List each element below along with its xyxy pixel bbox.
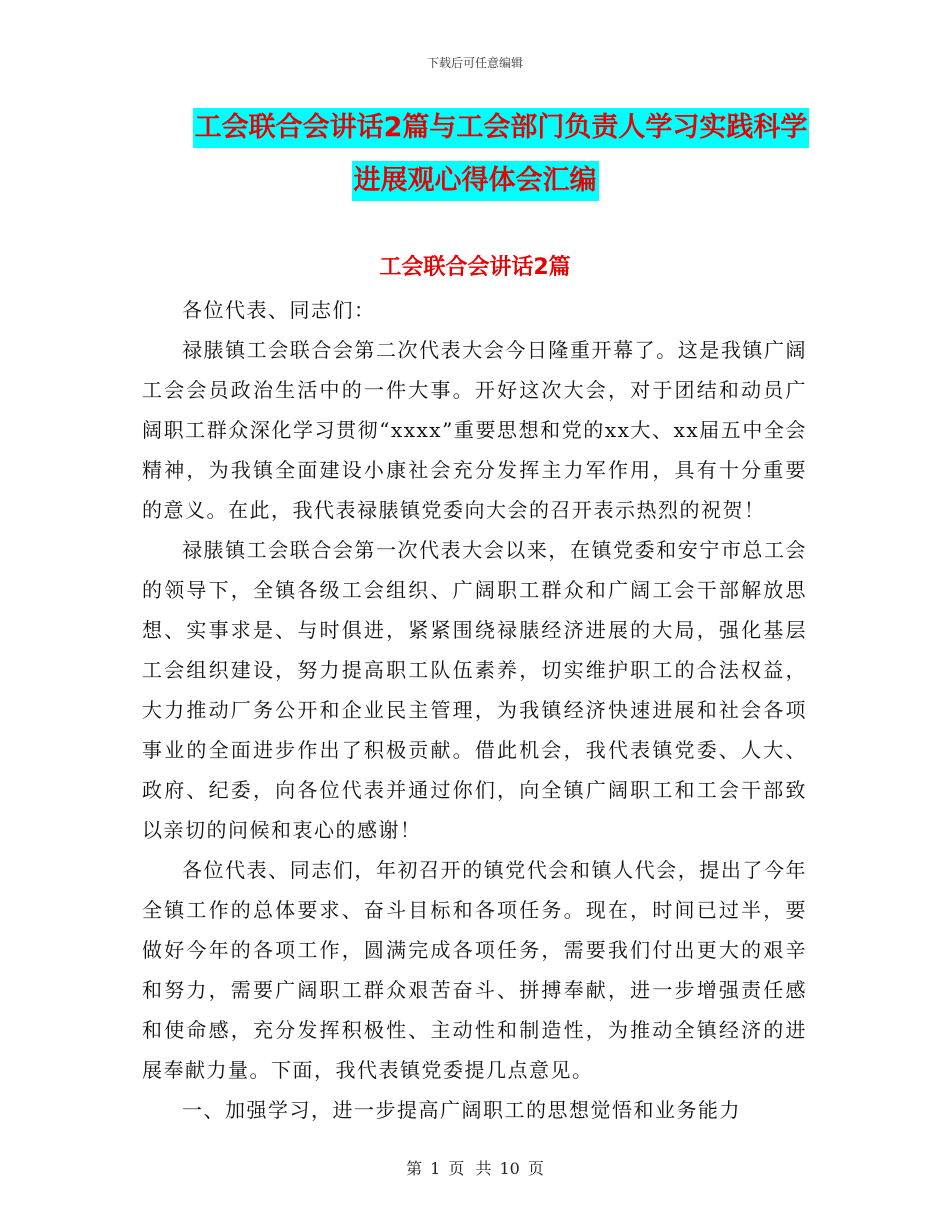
footer-suffix: 页 <box>527 1159 544 1178</box>
document-title-line-1: 工会联合会讲话2篇与工会部门负责人学习实践科学 <box>193 108 810 148</box>
paragraph: 禄脿镇工会联合会第一次代表大会以来，在镇党委和安宁市总工会的领导下，全镇各级工会组织、广阔职工群众和广阔工会干部解放思想、实事求是、与时俱进，紧紧围绕禄脿经济进展的大局，强化基层工会组织建设，努力提高职工队伍素养，切实维护职工的合法权益，大力推动厂务公开和企业民主管理，为我镇经济快速进展和社会各项事业的全面进步作出了积极贡献。借此机会，我代表镇党委、人大、政府、纪委，向各位代表并通过你们，向全镇广阔职工和工会干部致以亲切的问候和衷心的感谢！ <box>142 538 807 842</box>
document-title-line-2: 进展观心得体会汇编 <box>352 161 599 201</box>
paragraph: 各位代表、同志们，年初召开的镇党代会和镇人代会，提出了今年全镇工作的总体要求、奋斗目标和各项任务。现在，时间已过半，要做好今年的各项工作，圆满完成各项任务，需要我们付出更大的艰辛和努力，需要广阔职工群众艰苦奋斗、拼搏奉献，进一步增强责任感和使命感，充分发挥积极性、主动性和制造性，为推动全镇经济的进展奉献力量。下面，我代表镇党委提几点意见。 <box>142 858 807 1082</box>
footer-middle: 页 共 <box>448 1159 492 1178</box>
footer-current-page: 1 <box>430 1159 441 1178</box>
footer-total-pages: 10 <box>499 1159 520 1178</box>
document-title <box>0 108 950 201</box>
paragraph-subheading: 一、加强学习，进一步提高广阔职工的思想觉悟和业务能力 <box>182 1098 741 1122</box>
paragraph-salutation: 各位代表、同志们： <box>182 298 376 322</box>
page-number-footer <box>0 1156 950 1179</box>
page-header-note: 下载后可任意编辑 <box>426 56 523 70</box>
paragraph: 禄脿镇工会联合会第二次代表大会今日隆重开幕了。这是我镇广阔工会会员政治生活中的一件大事。开好这次大会，对于团结和动员广阔职工群众深化学习贯彻“xxxx”重要思想和党的xx大、xx届五中全会精神，为我镇全面建设小康社会充分发挥主力军作用，具有十分重要的意义。在此，我代表禄脿镇党委向大会的召开表示热烈的祝贺！ <box>142 338 807 522</box>
footer-prefix: 第 <box>406 1159 423 1178</box>
document-body <box>142 290 807 1130</box>
section-heading: 工会联合会讲话2篇 <box>379 255 571 280</box>
